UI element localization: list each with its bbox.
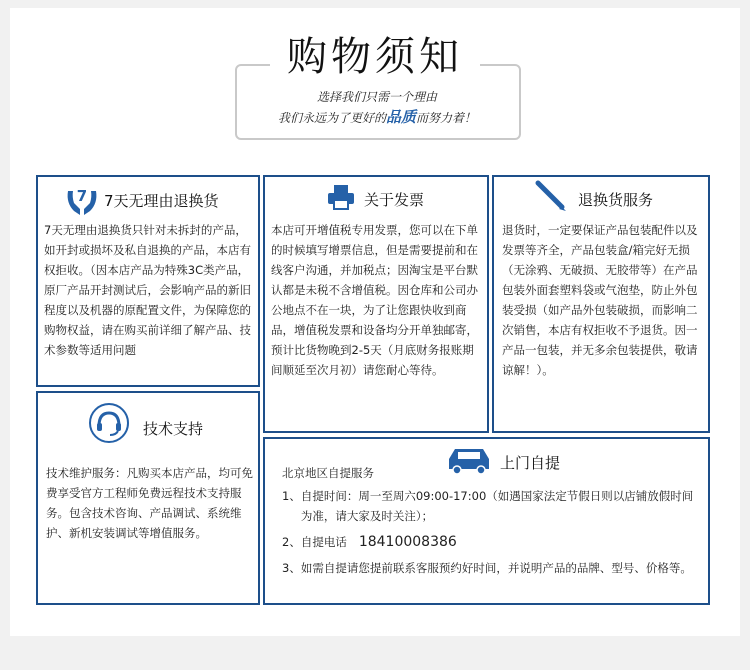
pickup-item-text: 周一至周六09:00-17:00（如遇国家法定节假日则以店铺放假时间为准，请大家及时关注）； [300, 489, 694, 523]
support-title: 技术支持 [143, 420, 204, 438]
tagline-highlight: 品质 [385, 108, 416, 126]
invoice-text [271, 220, 483, 380]
pickup-title: 上门自提 [500, 454, 561, 472]
pickup-item-3 [282, 558, 702, 578]
pickup-item-2 [282, 532, 702, 552]
pickup-phone: 18410008386 [358, 534, 457, 550]
page-title: 购物须知 [270, 32, 480, 82]
invoice-text-body: 本店可开增值税专用发票，您可以在下单的时候填写增票信息，但是需要提前和在线客户沟通，并加税点；因淘宝是平台默认都是未税不含增值税。因仓库和公司办公地点不在一块，为了让您跟快收到商品，增值税发票和设备均分开单独邮寄，预计比货物晚到2-5天（月底财务报账期间顺延至次月初）请您耐心等待。 [271, 223, 478, 377]
support-text: 技术维护服务：凡购买本店产品，均可免费享受官方工程师免费远程技术支持服务。包含技术咨询、产品调试、系统维护、新机安装调试等增值服务。 [46, 466, 253, 540]
header-tagline-2 [235, 106, 519, 127]
headset-icon [88, 402, 130, 444]
pen-icon [534, 180, 568, 212]
pickup-item-1 [282, 486, 702, 526]
pickup-item-label: 自提电话 [300, 535, 347, 549]
hands-icon [64, 183, 100, 217]
pickup-item-num: 2、 [282, 535, 301, 549]
badge-seven: 7 [76, 187, 88, 205]
pickup-item-num: 3、 [282, 561, 301, 575]
header-tagline-1: 选择我们只需一个理由 [316, 90, 437, 104]
return7-title: 7天无理由退换货 [104, 192, 219, 210]
printer-icon [326, 183, 356, 211]
return7-text: 7天无理由退换货只针对未拆封的产品，如开封或损坏及私自退换的产品，本店有权拒收。（因本店产品为特殊3C类产品，原厂产品开封测试后，会影响产品的新旧程度以及机器的原配置文件，为保障您的购物权益，请在购买前详细了解产品、技术参数等适用问题 [44, 223, 251, 357]
invoice-title: 关于发票 [364, 191, 425, 209]
car-icon [445, 443, 493, 475]
pickup-region: 北京地区自提服务 [282, 466, 374, 480]
tagline-prefix: 我们永远为了更好的 [277, 111, 386, 125]
pickup-item-num: 1、 [282, 489, 301, 503]
returns-title: 退换货服务 [578, 191, 654, 209]
returns-text: 退货时，一定要保证产品包装配件以及发票等齐全，产品包装盒/箱完好无损（无涂鸦、无破损、无胶带等）在产品包装外面套塑料袋或气泡垫，防止外包装受损（如产品外包装破损，而影响二次销售，本店有权拒收不予退货。因一产品一包装，并无多余包装提供，敬请谅解！）。 [502, 223, 698, 377]
tagline-suffix: 而努力着！ [416, 111, 477, 125]
pickup-item-label: 自提时间： [300, 489, 359, 503]
pickup-list [282, 486, 702, 578]
pickup-item-text: 如需自提请您提前联系客服预约好时间，并说明产品的品牌、型号、价格等。 [300, 561, 692, 575]
